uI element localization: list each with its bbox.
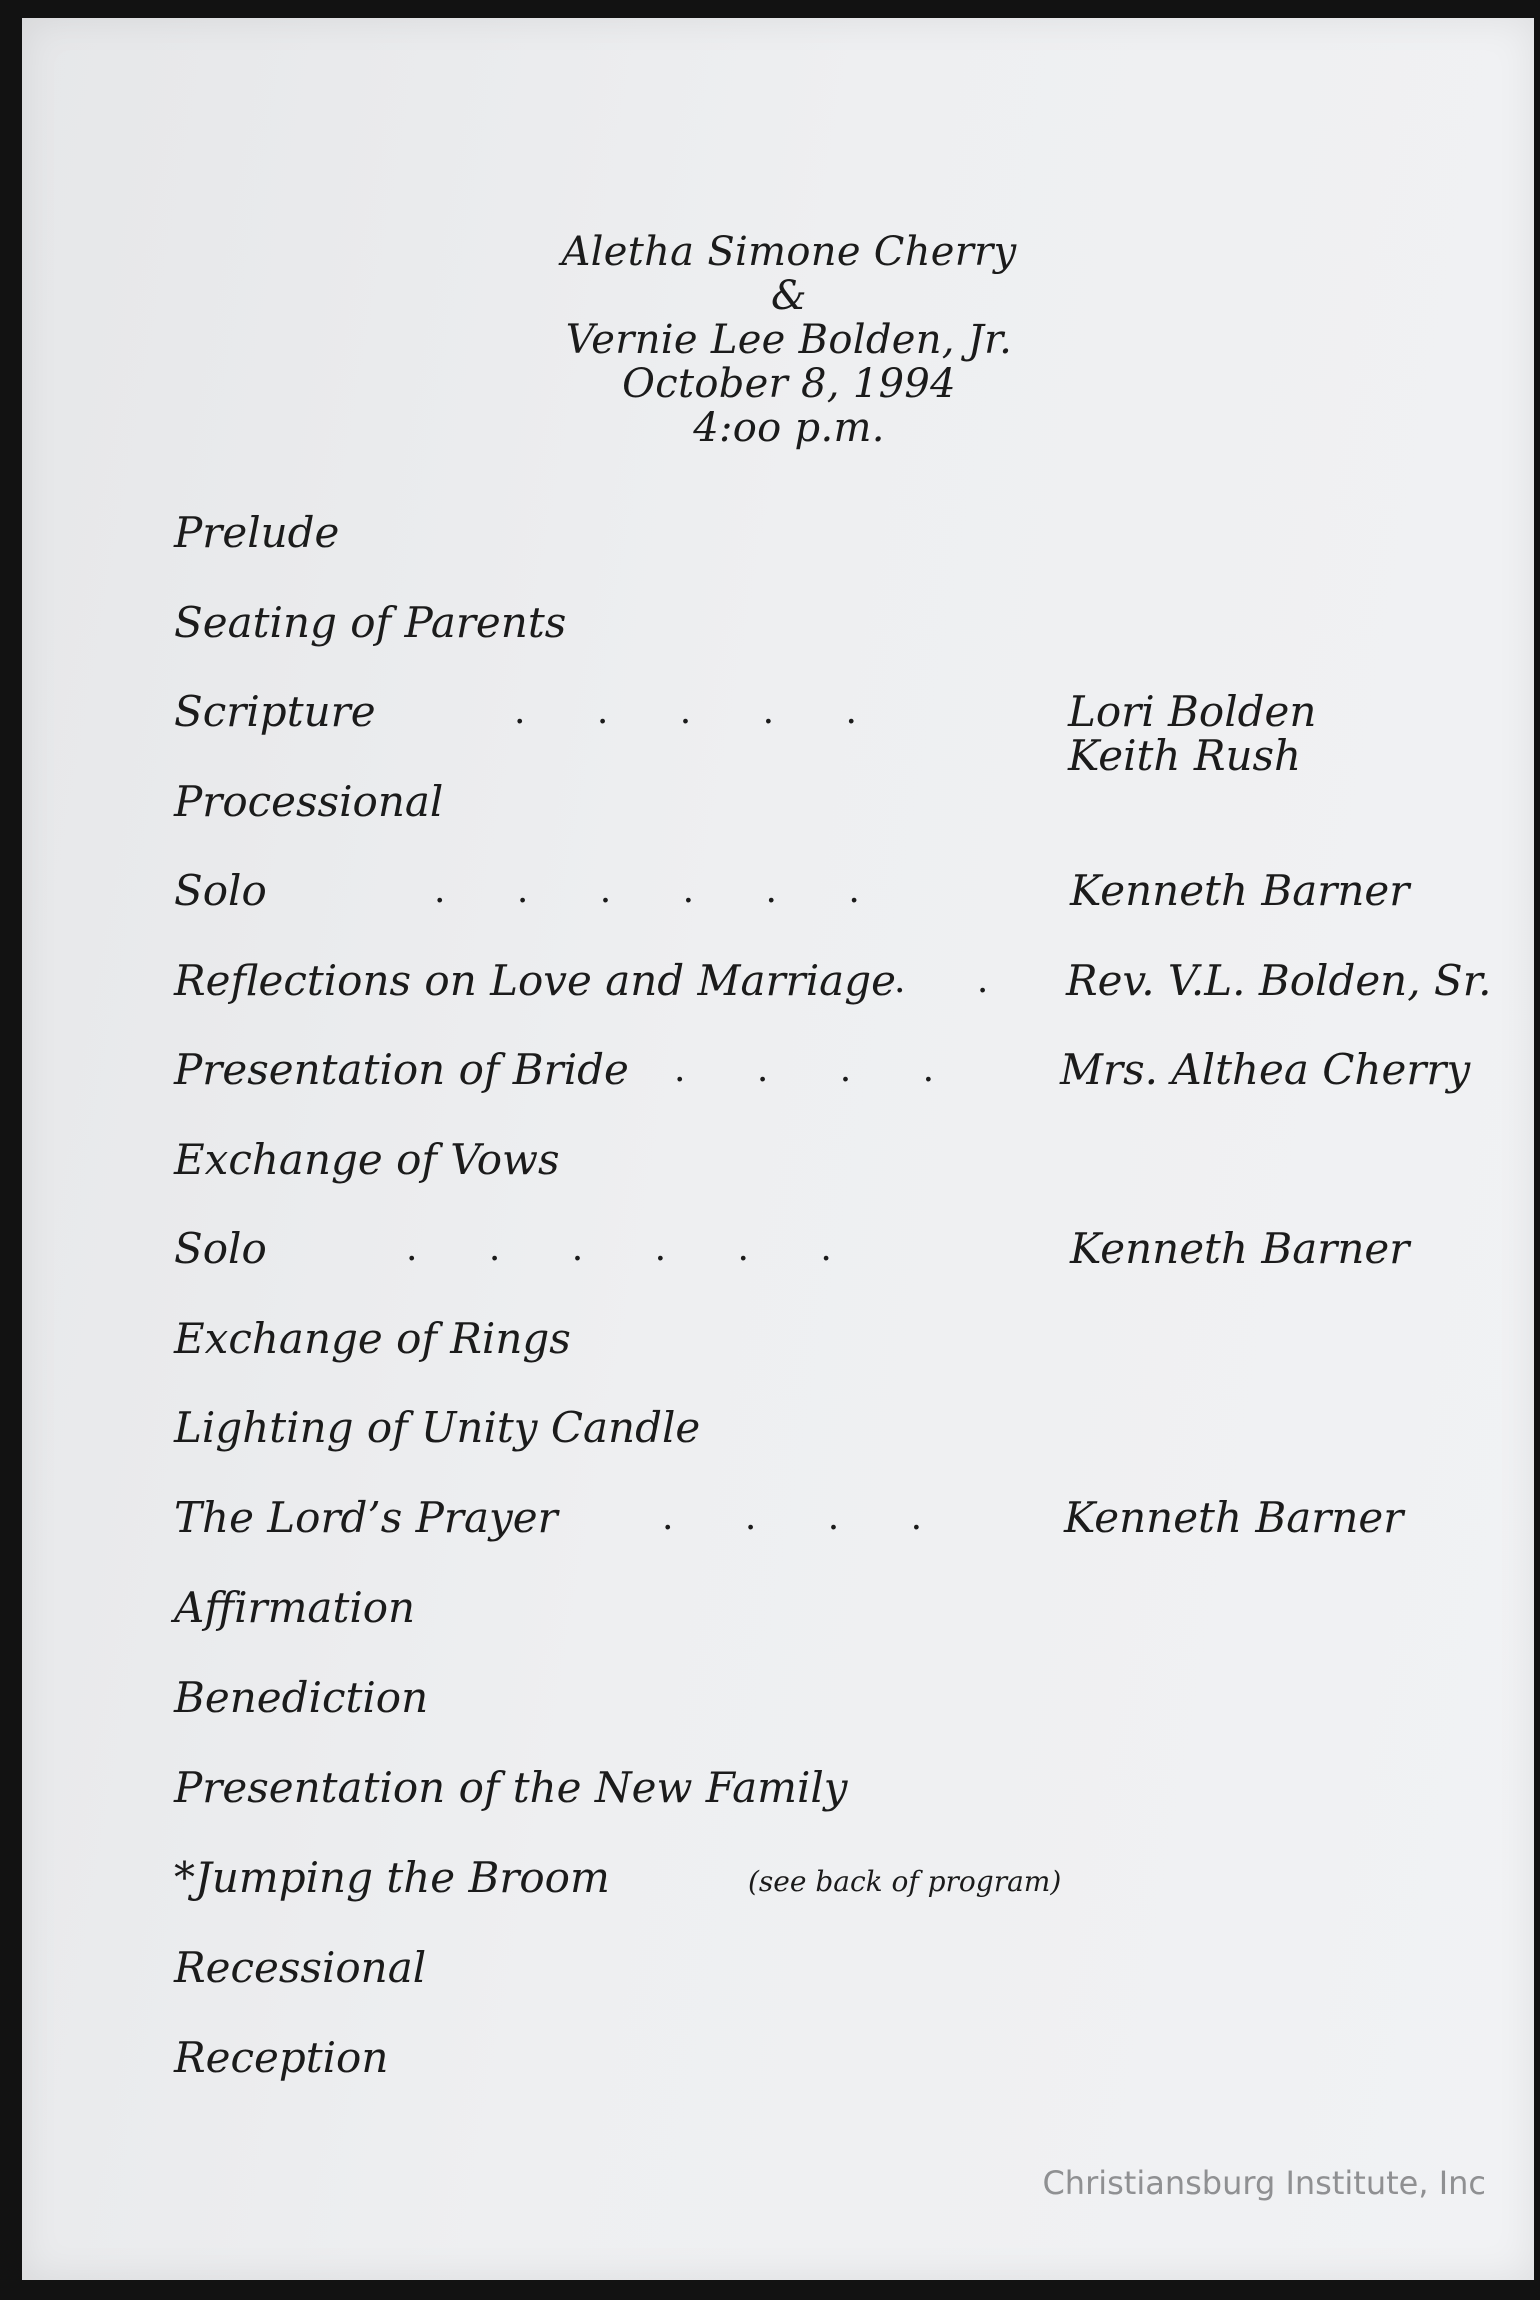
program-item-title: *Jumping the Broom [174, 1853, 610, 1902]
program-item-title: Exchange of Vows [174, 1135, 560, 1184]
program-item-unity-candle [174, 1398, 1494, 1458]
performer-name [1068, 682, 1316, 778]
groom-name: Vernie Lee Bolden, Jr. [565, 317, 1013, 363]
ampersand: & [771, 273, 807, 319]
program-item-title: Solo [174, 1224, 267, 1273]
program-item-prelude [174, 503, 1494, 563]
dot-leader: . . . . [674, 1049, 935, 1090]
program-note: (see back of program) [748, 1865, 1062, 1898]
program-item-lords-prayer [174, 1488, 1494, 1548]
performer-name: Mrs. Althea Cherry [1060, 1045, 1471, 1094]
watermark: Christiansburg Institute, Inc [1042, 2164, 1486, 2202]
dot-leader: . . . . . [514, 691, 857, 732]
program-item-title: Scripture [174, 687, 376, 736]
program-item-exchange-of-vows [174, 1130, 1494, 1190]
wedding-time: 4:oo p.m. [693, 405, 885, 451]
program-item-scripture [174, 682, 1494, 780]
program-item-affirmation [174, 1578, 1494, 1638]
program-item-title: Lighting of Unity Candle [174, 1403, 701, 1452]
bride-name: Aletha Simone Cherry [561, 229, 1017, 275]
program-item-title: Prelude [174, 508, 340, 557]
program-item-processional [174, 772, 1494, 832]
program-item-jumping-the-broom [174, 1848, 1494, 1908]
wedding-date: October 8, 1994 [622, 361, 956, 407]
program-header [22, 230, 1534, 450]
program-item-new-family [174, 1758, 1494, 1818]
program-item-recessional [174, 1938, 1494, 1998]
program-page [22, 18, 1534, 2280]
program-item-title: Reflections on Love and Marriage [174, 956, 896, 1005]
program-item-reflections [174, 951, 1494, 1011]
program-item-title: Processional [174, 777, 444, 826]
program-item-solo-2 [174, 1219, 1494, 1279]
performer-name: Rev. V.L. Bolden, Sr. [1066, 956, 1492, 1005]
dot-leader: . . . . . . [434, 870, 860, 911]
performer-line-1: Lori Bolden [1068, 687, 1317, 736]
program-item-presentation-of-bride [174, 1040, 1494, 1100]
program-item-title: Presentation of Bride [174, 1045, 629, 1094]
program-item-title: Solo [174, 866, 267, 915]
program-item-title: Affirmation [174, 1583, 416, 1632]
program-item-title: Seating of Parents [174, 598, 567, 647]
program-item-title: Reception [174, 2033, 389, 2082]
program-item-title: Exchange of Rings [174, 1314, 571, 1363]
dot-leader: . . [894, 960, 989, 1001]
program-item-title: Benediction [174, 1673, 429, 1722]
program-item-title: The Lord’s Prayer [174, 1493, 558, 1542]
dot-leader: . . . . . . [406, 1228, 832, 1269]
performer-name: Kenneth Barner [1070, 1224, 1410, 1273]
performer-name: Kenneth Barner [1070, 866, 1410, 915]
program-item-benediction [174, 1668, 1494, 1728]
dot-leader: . . . . [662, 1497, 923, 1538]
program-item-seating-of-parents [174, 593, 1494, 653]
performer-line-2: Keith Rush [1068, 731, 1302, 780]
program-item-solo-1 [174, 861, 1494, 921]
program-item-reception [174, 2028, 1494, 2088]
program-item-title: Presentation of the New Family [174, 1763, 848, 1812]
program-item-title: Recessional [174, 1943, 427, 1992]
program-item-exchange-of-rings [174, 1309, 1494, 1369]
performer-name: Kenneth Barner [1064, 1493, 1404, 1542]
